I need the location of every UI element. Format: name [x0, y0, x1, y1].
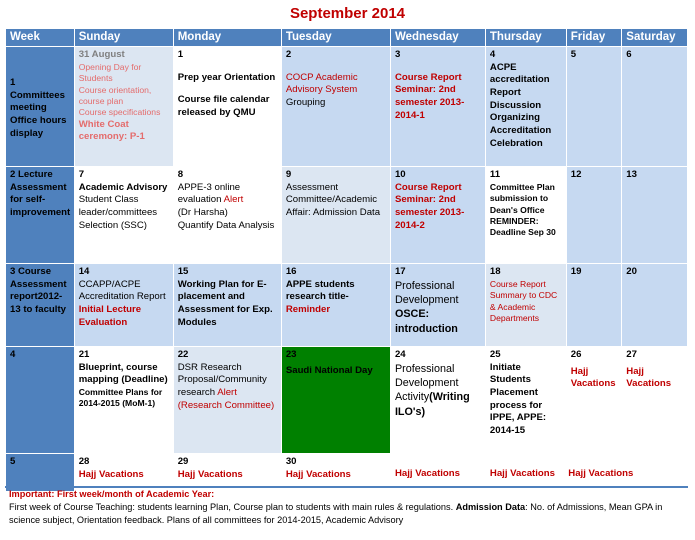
week-row-3: [6, 264, 688, 347]
week-row-1: [6, 47, 688, 167]
day-number: 16: [285, 266, 297, 278]
event-text: Academic Advisory: [78, 181, 168, 193]
day-number: 14: [78, 266, 90, 278]
day-number: 8: [177, 169, 184, 181]
day-number: 9: [285, 169, 292, 181]
day-number: 29: [177, 456, 189, 468]
event-text: Prep year Orientation: [177, 71, 276, 83]
day-number: 26: [570, 349, 582, 361]
day-number: 28: [78, 456, 90, 468]
event-text: Hajj Vacations: [78, 468, 144, 480]
event-text: (Writing ILO's): [394, 391, 470, 418]
day-number: 17: [394, 266, 406, 278]
day-cell-1: [173, 47, 281, 167]
week-row-4: [6, 347, 688, 454]
day-cell-27: [622, 347, 688, 454]
event-text: [395, 362, 481, 419]
day-cell-21: [74, 347, 173, 454]
day-number: 1: [177, 49, 184, 61]
header-week: Week: [6, 29, 75, 47]
day-cell-9: [281, 167, 390, 264]
event-text: Opening Day for Students: [78, 61, 142, 84]
notes-body: [9, 501, 684, 527]
week-label-5: 5: [6, 454, 75, 492]
event-text: DSR Research Proposal/Community research: [177, 361, 267, 399]
day-cell-3: [390, 47, 485, 167]
event-text: Committee Plan submission to Dean's Office: [489, 181, 555, 215]
event-text: Hajj Vacations: [489, 468, 555, 480]
event-text: [178, 182, 277, 207]
event-text: Course specifications: [78, 107, 161, 118]
day-cell-20: [622, 264, 688, 347]
day-number: 5: [570, 49, 577, 61]
event-text: Course file calendar released by QMU: [177, 94, 270, 119]
day-cell-18: [485, 264, 566, 347]
event-text: APPE-3 online evaluation: [177, 181, 241, 206]
event-text: Initial Lecture Evaluation: [78, 304, 142, 328]
day-number: 3: [394, 49, 401, 61]
event-text: Professional Development: [394, 279, 459, 307]
day-cell-7: [74, 167, 173, 264]
event-text: [178, 362, 277, 400]
event-text: Course Report Seminar: 2nd semester 2013-2014-1: [394, 71, 465, 121]
event-text: Course Report Seminar: 2nd semester 2013-2014-2: [394, 181, 465, 231]
event-text: APPE students research title-: [285, 278, 355, 303]
day-cell-24: [390, 347, 485, 454]
day-cell-11: [485, 167, 566, 264]
day-number: 18: [489, 266, 501, 278]
event-text: REMINDER: Deadline Sep 30: [489, 215, 556, 238]
event-text: OSCE: introduction: [394, 308, 458, 335]
event-text: Saudi National Day: [285, 364, 373, 376]
notes-emphasis: Admission Data: [455, 501, 526, 512]
day-cell-14: [74, 264, 173, 347]
event-text: Hajj Vacations: [568, 468, 634, 480]
header-sunday: Sunday: [74, 29, 173, 47]
day-number: 24: [394, 349, 406, 361]
day-cell-2: [281, 47, 390, 167]
week-label-2: 2 Lecture Assessment for self-improvement: [6, 167, 75, 264]
day-number: 2: [285, 49, 292, 61]
day-cell-15: [173, 264, 281, 347]
calendar-title: September 2014: [289, 5, 406, 22]
event-text: Course Report Summary to CDC & Academic Departments: [489, 278, 558, 323]
day-cell-6: [622, 47, 688, 167]
week-label-1: 1 Committees meeting Office hours display: [6, 47, 75, 167]
day-cell-5: [566, 47, 622, 167]
week-label-3: 3 Course Assessment report2012-13 to faculty: [6, 264, 75, 347]
calendar-table: [5, 28, 688, 492]
header-friday: Friday: [566, 29, 622, 47]
event-text: (Dr Harsha): [177, 207, 228, 219]
event-text: (Research Committee): [177, 399, 275, 411]
day-cell-13: [622, 167, 688, 264]
header-monday: Monday: [173, 29, 281, 47]
day-cell-23: [281, 347, 390, 454]
notes-text: First week of Course Teaching: students learning Plan, Course plan to students with main rules & regulations.: [9, 501, 454, 512]
header-saturday: Saturday: [622, 29, 688, 47]
event-text: Blueprint, course mapping (Deadline): [78, 361, 168, 386]
day-cell-19: [566, 264, 622, 347]
day-cell-aug-31: [74, 47, 173, 167]
alert-label: Alert: [223, 194, 244, 206]
header-tuesday: Tuesday: [281, 29, 390, 47]
day-number: 19: [570, 266, 582, 278]
notes-heading: Important: First week/month of Academic Year:: [9, 489, 215, 499]
header-wednesday: Wednesday: [390, 29, 485, 47]
event-text: Committee Plans for 2014-2015 (MoM-1): [78, 387, 163, 409]
day-cell-10: [390, 167, 485, 264]
day-number: 27: [626, 349, 637, 361]
event-text: Hajj Vacations: [177, 468, 243, 480]
event-text: Grouping: [285, 97, 326, 109]
event-text: Professional Development Activity: [394, 362, 459, 404]
week-row-2: [6, 167, 688, 264]
event-text: Initiate Students Placement process for IPPE, APPE: 2014-15: [489, 361, 547, 437]
notes-text: : No. of Admissions, Mean GPA in science subject, Orientation feedback. Plans of all committees for 2014-2015, Academic Advisory: [9, 501, 663, 525]
event-text: COCP Academic Advisory System: [285, 71, 358, 96]
day-cell-17: [390, 264, 485, 347]
day-number: 23: [285, 349, 297, 361]
event-text: [490, 468, 683, 481]
header-thursday: Thursday: [485, 29, 566, 47]
day-number: 20: [626, 266, 637, 278]
event-text: Hajj Vacations: [394, 468, 460, 480]
important-notes: [5, 486, 688, 527]
day-number: 11: [489, 169, 501, 181]
day-cell-12: [566, 167, 622, 264]
alert-label: Alert: [217, 387, 237, 399]
day-cell-8: [173, 167, 281, 264]
day-cell-4: [485, 47, 566, 167]
day-number: 22: [177, 349, 189, 361]
header-row: [6, 29, 688, 47]
event-text: Course orientation, course plan: [78, 84, 152, 106]
day-number: 21: [78, 349, 90, 361]
day-number: 30: [285, 456, 297, 468]
event-text: CCAPP/ACPE Accreditation Report: [78, 278, 166, 303]
event-text: Hajj Vacations: [626, 365, 672, 390]
day-number: 10: [394, 169, 406, 181]
day-number: 12: [570, 169, 582, 181]
day-number: 4: [489, 49, 496, 61]
event-text: White Coat ceremony: P-1: [78, 118, 145, 143]
event-text: Assessment Committee/Academic Affair: Admission Data: [285, 181, 381, 219]
event-text: Student Class leader/committees Selection (SSC): [78, 194, 158, 231]
event-text: Working Plan for E-placement and Assessment for Exp. Modules: [177, 278, 273, 328]
day-number: 6: [626, 49, 632, 61]
event-text: Hajj Vacations: [285, 468, 351, 480]
day-number: 25: [489, 349, 501, 361]
event-text: Reminder: [285, 304, 331, 316]
day-cell-22: [173, 347, 281, 454]
day-cell-25: [485, 347, 566, 454]
day-number: 7: [78, 169, 85, 181]
event-text: Quantify Data Analysis: [177, 219, 275, 231]
event-text: Hajj Vacations: [570, 365, 616, 390]
day-cell-26: [566, 347, 622, 454]
event-text: ACPE accreditation Report Discussion Organizing Accreditation Celebration: [489, 61, 552, 149]
day-number: 31 August: [78, 49, 125, 61]
day-number: 13: [626, 169, 637, 181]
day-cell-16: [281, 264, 390, 347]
week-label-4: 4: [6, 347, 75, 454]
day-number: 15: [177, 266, 189, 278]
